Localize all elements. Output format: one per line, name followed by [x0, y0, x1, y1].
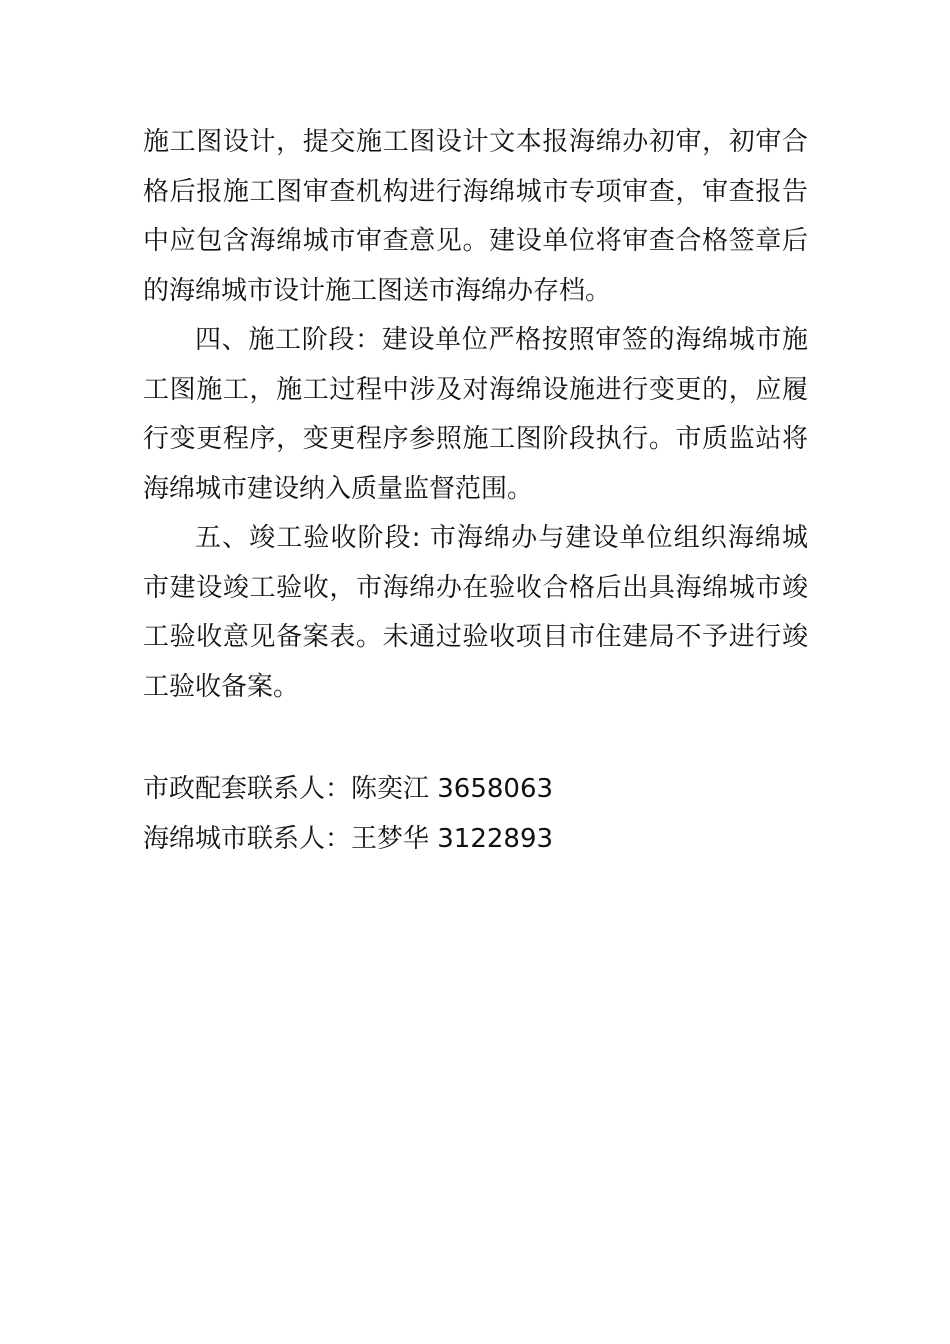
contact-municipal: 市政配套联系人：陈奕江 3658063	[143, 774, 554, 804]
document-body	[143, 118, 808, 712]
paragraph-completion-acceptance: 五、竣工验收阶段: 市海绵办与建设单位组织海绵城市建设竣工验收，市海绵办在验收合格后出具海绵城市竣工验收意见备案表。未通过验收项目市住建局不予进行竣工验收备案。	[143, 523, 808, 702]
contact-sponge-city: 海绵城市联系人：王梦华 3122893	[143, 823, 554, 854]
contacts-section	[143, 765, 808, 864]
paragraph-construction-stage: 四、施工阶段：建设单位严格按照审签的海绵城市施工图施工，施工过程中涉及对海绵设施进行变更的，应履行变更程序，变更程序参照施工图阶段执行。市质监站将海绵城市建设纳入质量监督范围。	[143, 325, 808, 504]
paragraph-construction-drawing: 施工图设计，提交施工图设计文本报海绵办初审，初审合格后报施工图审查机构进行海绵城市专项审查，审查报告中应包含海绵城市审查意见。建设单位将审查合格签章后的海绵城市设计施工图送市海绵办存档。	[143, 127, 808, 306]
